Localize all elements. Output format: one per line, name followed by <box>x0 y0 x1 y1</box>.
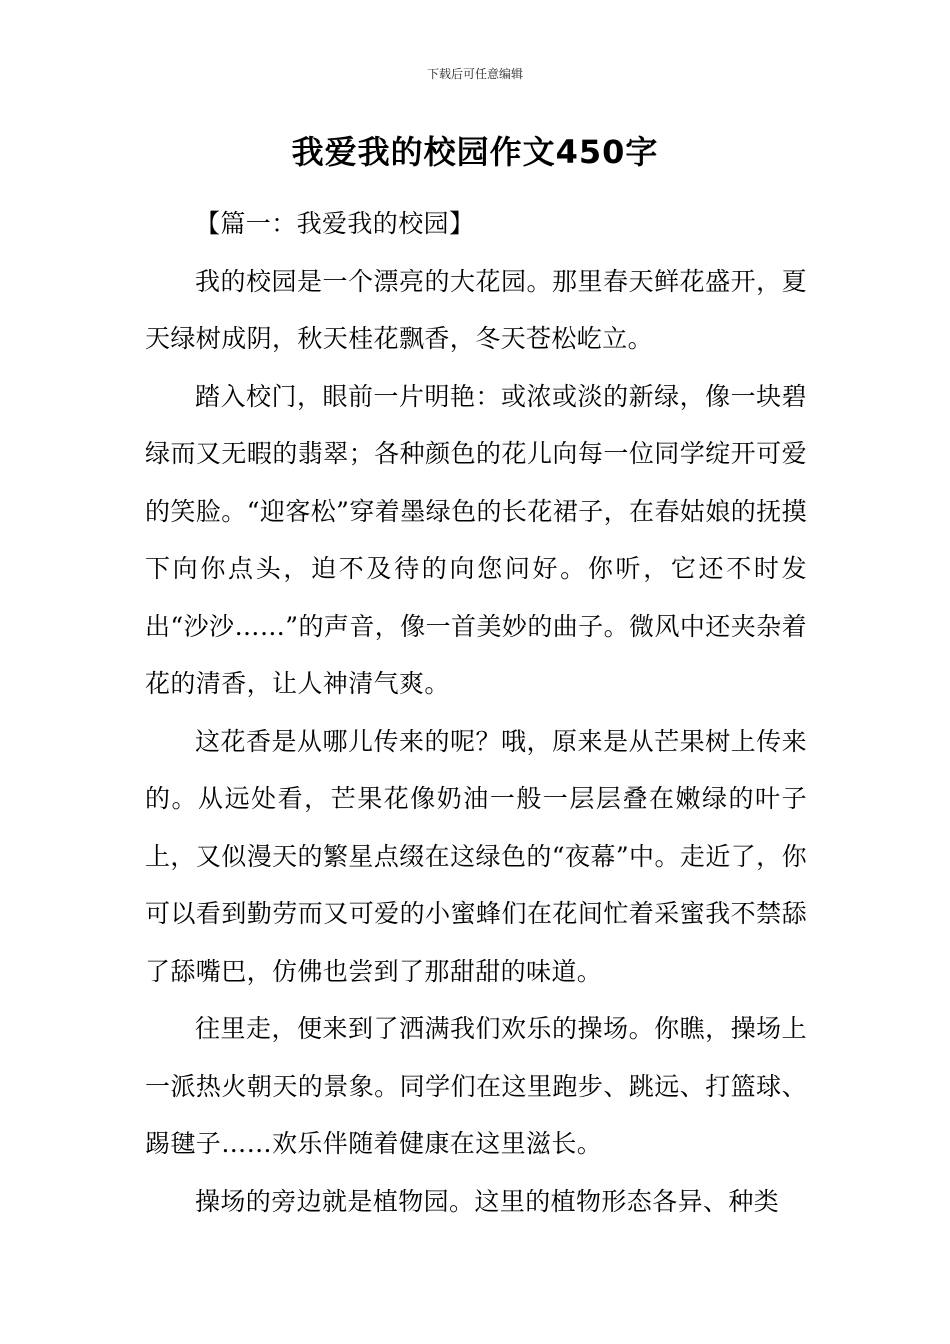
paragraph: 这花香是从哪儿传来的呢？哦，原来是从芒果树上传来的。从远处看，芒果花像奶油一般一层层叠在嫩绿的叶子上，又似漫天的繁星点缀在这绿色的“夜幕”中。走近了，你可以看到勤劳而又可爱的小蜜蜂们在花间忙着采蜜我不禁舔了舔嘴巴，仿佛也尝到了那甜甜的味道。 <box>145 726 807 986</box>
paragraph: 我的校园是一个漂亮的大花园。那里春天鲜花盛开，夏天绿树成阴，秋天桂花飘香，冬天苍松屹立。 <box>145 266 807 353</box>
section-heading: 【篇一：我爱我的校园】 <box>195 209 475 238</box>
paragraph: 往里走，便来到了洒满我们欢乐的操场。你瞧，操场上一派热火朝天的景象。同学们在这里跑步、跳远、打篮球、踢毽子……欢乐伴随着健康在这里滋长。 <box>145 1014 807 1158</box>
paragraph: 踏入校门，眼前一片明艳：或浓或淡的新绿，像一块碧绿而又无暇的翡翠；各种颜色的花儿向每一位同学绽开可爱的笑脸。“迎客松”穿着墨绿色的长花裙子，在春姑娘的抚摸下向你点头，迫不及待的向您问好。你听，它还不时发出“沙沙……”的声音，像一首美妙的曲子。微风中还夹杂着花的清香，让人神清气爽。 <box>145 381 807 698</box>
article-body <box>145 195 807 1230</box>
header-note: 下载后可任意编辑 <box>426 67 523 81</box>
paragraph: 操场的旁边就是植物园。这里的植物形态各异、种类 <box>195 1186 780 1216</box>
document-title: 我爱我的校园作文450字 <box>291 133 659 171</box>
